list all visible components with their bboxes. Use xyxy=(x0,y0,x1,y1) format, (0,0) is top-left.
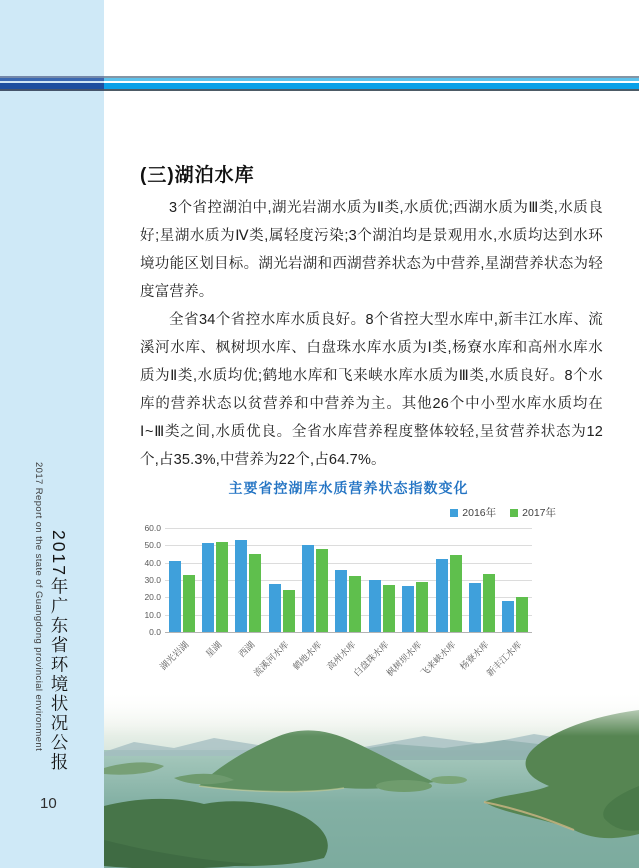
bar-2016年 xyxy=(402,586,414,632)
y-axis-tick-label: 10.0 xyxy=(144,609,161,620)
bar-group xyxy=(365,528,398,632)
chart-y-ticks xyxy=(140,523,161,637)
bar-2017年 xyxy=(516,597,528,632)
x-axis-tick-label: 飞来峡水库 xyxy=(418,639,458,679)
bar-group xyxy=(298,528,331,632)
bar-2016年 xyxy=(202,543,214,632)
legend-item xyxy=(510,505,556,520)
sidebar-title-english: 2017 Report on the state of Guangdong provincial environment xyxy=(33,462,44,752)
bar-group xyxy=(232,528,265,632)
header-stripes-sidebar-overlay xyxy=(0,76,104,91)
bar-2016年 xyxy=(169,561,181,632)
x-axis-tick-label: 新丰江水库 xyxy=(484,639,524,679)
x-axis-tick-label: 星湖 xyxy=(203,639,224,660)
bar-2016年 xyxy=(469,583,481,632)
y-axis-tick-label: 0.0 xyxy=(149,627,161,637)
bar-group xyxy=(399,528,432,632)
paragraph-reservoirs: 全省34个省控水库水质良好。8个省控大型水库中,新丰江水库、流溪河水库、枫树坝水库、白盘珠水库水质为Ⅰ类,杨寮水库和高州水库水质为Ⅱ类,水质均优;鹤地水库和飞来峡水库水质为Ⅲ类,水质良好。8个水库的营养状态以贫营养和中营养为主。其他26个中小型水库水质均在Ⅰ~Ⅲ类之间,水质优良。全省水库营养程度整体较轻,呈贫营养状态为12个,占35.3%,中营养为22个,占64.7%。 xyxy=(140,312,603,468)
chart-bars xyxy=(165,528,532,632)
y-axis-tick-label: 40.0 xyxy=(144,557,161,568)
bar-2017年 xyxy=(216,542,228,632)
sidebar-title-chinese: 2017年广东省环境状况公报 xyxy=(49,530,69,772)
gridline xyxy=(165,632,532,633)
legend-item xyxy=(450,505,496,520)
section-title: (三)湖泊水库 xyxy=(140,165,255,186)
y-axis-tick-label: 50.0 xyxy=(144,540,161,551)
bar-2016年 xyxy=(235,540,247,632)
bar-2017年 xyxy=(349,576,361,632)
paragraph-lakes: 3个省控湖泊中,湖光岩湖水质为Ⅱ类,水质优;西湖水质为Ⅲ类,水质良好;星湖水质为Ⅳ类,属轻度污染;3个湖泊均是景观用水,水质均达到水环境功能区划目标。湖光岩湖和西湖营养状态为中营养,星湖营养状态为轻度富营养。 xyxy=(140,200,603,300)
chart-plot xyxy=(165,528,532,632)
bar-2016年 xyxy=(335,570,347,632)
lake-photo-illustration xyxy=(104,690,639,868)
page-number: 10 xyxy=(40,795,57,812)
body-text xyxy=(140,194,603,474)
chart-title: 主要省控湖库水质营养状态指数变化 xyxy=(228,480,469,496)
bar-2017年 xyxy=(183,575,195,632)
y-axis-tick-label: 20.0 xyxy=(144,592,161,603)
bar-group xyxy=(265,528,298,632)
bar-group xyxy=(198,528,231,632)
legend-swatch-icon xyxy=(510,509,518,517)
legend-label: 2017年 xyxy=(522,507,556,519)
y-axis-tick-label: 60.0 xyxy=(144,523,161,533)
bar-group xyxy=(432,528,465,632)
nutrition-index-chart xyxy=(140,478,603,696)
bar-2016年 xyxy=(369,580,381,632)
legend-swatch-icon xyxy=(450,509,458,517)
bar-2017年 xyxy=(450,555,462,632)
bar-2017年 xyxy=(483,574,495,632)
bar-2016年 xyxy=(302,545,314,632)
x-axis-tick-label: 枫树坝水库 xyxy=(384,639,424,679)
chart-legend xyxy=(450,505,556,520)
bar-2017年 xyxy=(383,585,395,632)
bar-2016年 xyxy=(502,601,514,632)
x-axis-tick-label: 高州水库 xyxy=(324,639,357,672)
bar-group xyxy=(165,528,198,632)
bar-2016年 xyxy=(269,584,281,632)
bar-2017年 xyxy=(316,549,328,632)
bar-2016年 xyxy=(436,559,448,632)
bar-2017年 xyxy=(283,590,295,632)
legend-label: 2016年 xyxy=(462,507,497,519)
bar-group xyxy=(465,528,498,632)
lake-aerial-photo xyxy=(104,690,639,868)
x-axis-tick-label: 白盘珠水库 xyxy=(351,639,391,679)
bar-group xyxy=(499,528,532,632)
x-axis-tick-label: 湖光岩湖 xyxy=(157,639,191,672)
x-axis-tick-label: 西湖 xyxy=(237,639,257,660)
bar-2017年 xyxy=(416,582,428,632)
sidebar xyxy=(0,0,104,868)
y-axis-tick-label: 30.0 xyxy=(144,575,161,585)
chart-x-ticks xyxy=(157,638,532,694)
bar-group xyxy=(332,528,365,632)
x-axis-tick-label: 鹤地水库 xyxy=(291,639,324,672)
x-axis-tick-label: 流溪河水库 xyxy=(251,639,291,679)
x-axis-tick-label: 杨寮水库 xyxy=(457,639,491,672)
bar-2017年 xyxy=(249,554,261,632)
